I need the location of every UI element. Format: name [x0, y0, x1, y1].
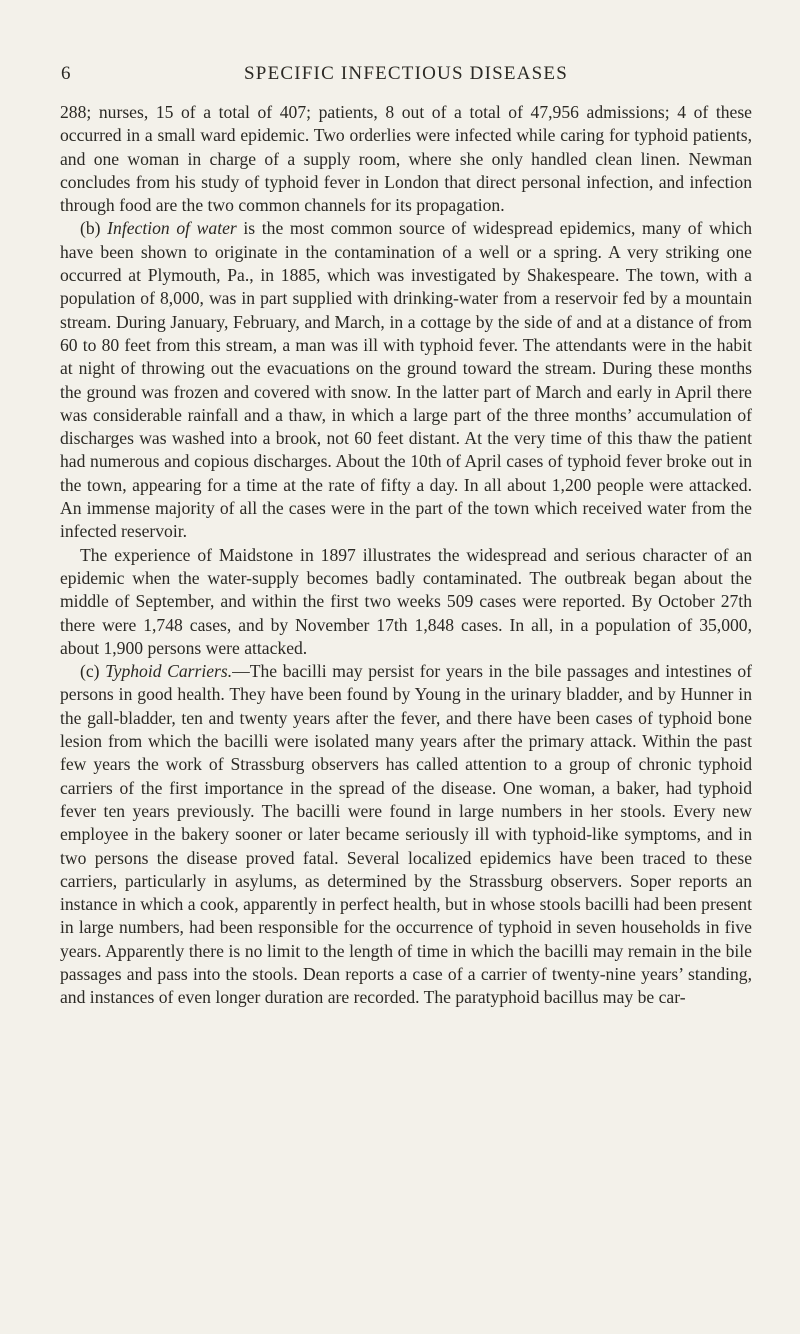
paragraph-continuation [60, 101, 752, 217]
paragraph-maidstone [60, 544, 752, 660]
section-heading: Infection of water [107, 218, 237, 239]
body-text [60, 101, 752, 1010]
page-number: 6 [61, 63, 71, 84]
paragraph-text: is the most common source of widespread epidemics, many of which have been shown to originate in the contamination of a well or a spring. A very striking one occurred at Plymouth, Pa., in 1885, which was investigated by Shakespeare. The town, with a population of 8,000, was in part supplied with drinking-water from a reservoir fed by a mountain stream. During January, February, and March, in a cottage by the side of and at a distance of from 60 to 80 feet from this stream, a man was ill with typhoid fever. The attendants were in the habit at night of throwing out the evacuations on the ground toward the stream. During these months the ground was frozen and covered with snow. In the latter part of March and early in April there was considerable rainfall and a thaw, in which a large part of the three months’ accumulation of discharges was washed into a brook, not 60 feet distant. At the very time of this thaw the patient had numerous and copious discharges. About the 10th of April cases of typhoid fever broke out in the town, appearing for a time at the rate of fifty a day. In all about 1,200 people were attacked. An immense majority of all the cases were in the part of the town which received water from the infected reservoir. [60, 218, 753, 542]
section-label: (c) [80, 661, 100, 682]
running-head [60, 63, 752, 89]
paragraph-typhoid-carriers [60, 660, 752, 1009]
paragraph-text: 288; nurses, 15 of a total of 407; patients, 8 out of a total of 47,956 admissions; 4 of these occurred in a small ward epidemic. Two orderlies were infected while caring for typhoid patients, and one woman in charge of a supply room, where she only handled clean linen. Newman concludes from his study of typhoid fever in London that direct personal infection, and infection through food are the two common channels for its propagation. [60, 102, 752, 216]
running-title: SPECIFIC INFECTIOUS DISEASES [244, 63, 568, 84]
section-heading: Typhoid Carriers. [105, 661, 233, 682]
paragraph-text: The experience of Maidstone in 1897 illustrates the widespread and serious character of an epidemic when the water-supply becomes badly contaminated. The outbreak began about the middle of September, and within the first two weeks 509 cases were reported. By October 27th there were 1,748 cases, and by November 17th 1,848 cases. In all, in a population of 35,000, about 1,900 persons were attacked. [60, 544, 752, 658]
paragraph-infection-of-water [60, 217, 752, 543]
section-label: (b) [80, 218, 101, 239]
paragraph-text: —The bacilli may persist for years in the bile passages and intestines of persons in good health. They have been found by Young in the urinary bladder, and by Hunner in the gall-bladder, ten and twenty years after the fever, and there have been cases of typhoid bone lesion from which the bacilli were isolated many years after the primary attack. Within the past few years the work of Strassburg observers has called attention to a group of chronic typhoid carriers of the first importance in the spread of the disease. One woman, a baker, had typhoid fever ten years previously. The bacilli were found in large numbers in her stools. Every new employee in the bakery sooner or later became seriously ill with typhoid-like symptoms, and in two persons the disease proved fatal. Several localized epidemics have been traced to these carriers, particularly in asylums, as determined by the Strassburg observers. Soper reports an instance in which a cook, apparently in perfect health, but in whose stools bacilli had been present in large numbers, had been responsible for the occurrence of typhoid in seven households in five years. Apparently there is no limit to the length of time in which the bacilli may remain in the bile passages and pass into the stools. Dean reports a case of a carrier of twenty-nine years’ standing, and instances of even longer duration are recorded. The paratyphoid bacillus may be car- [60, 661, 752, 1008]
